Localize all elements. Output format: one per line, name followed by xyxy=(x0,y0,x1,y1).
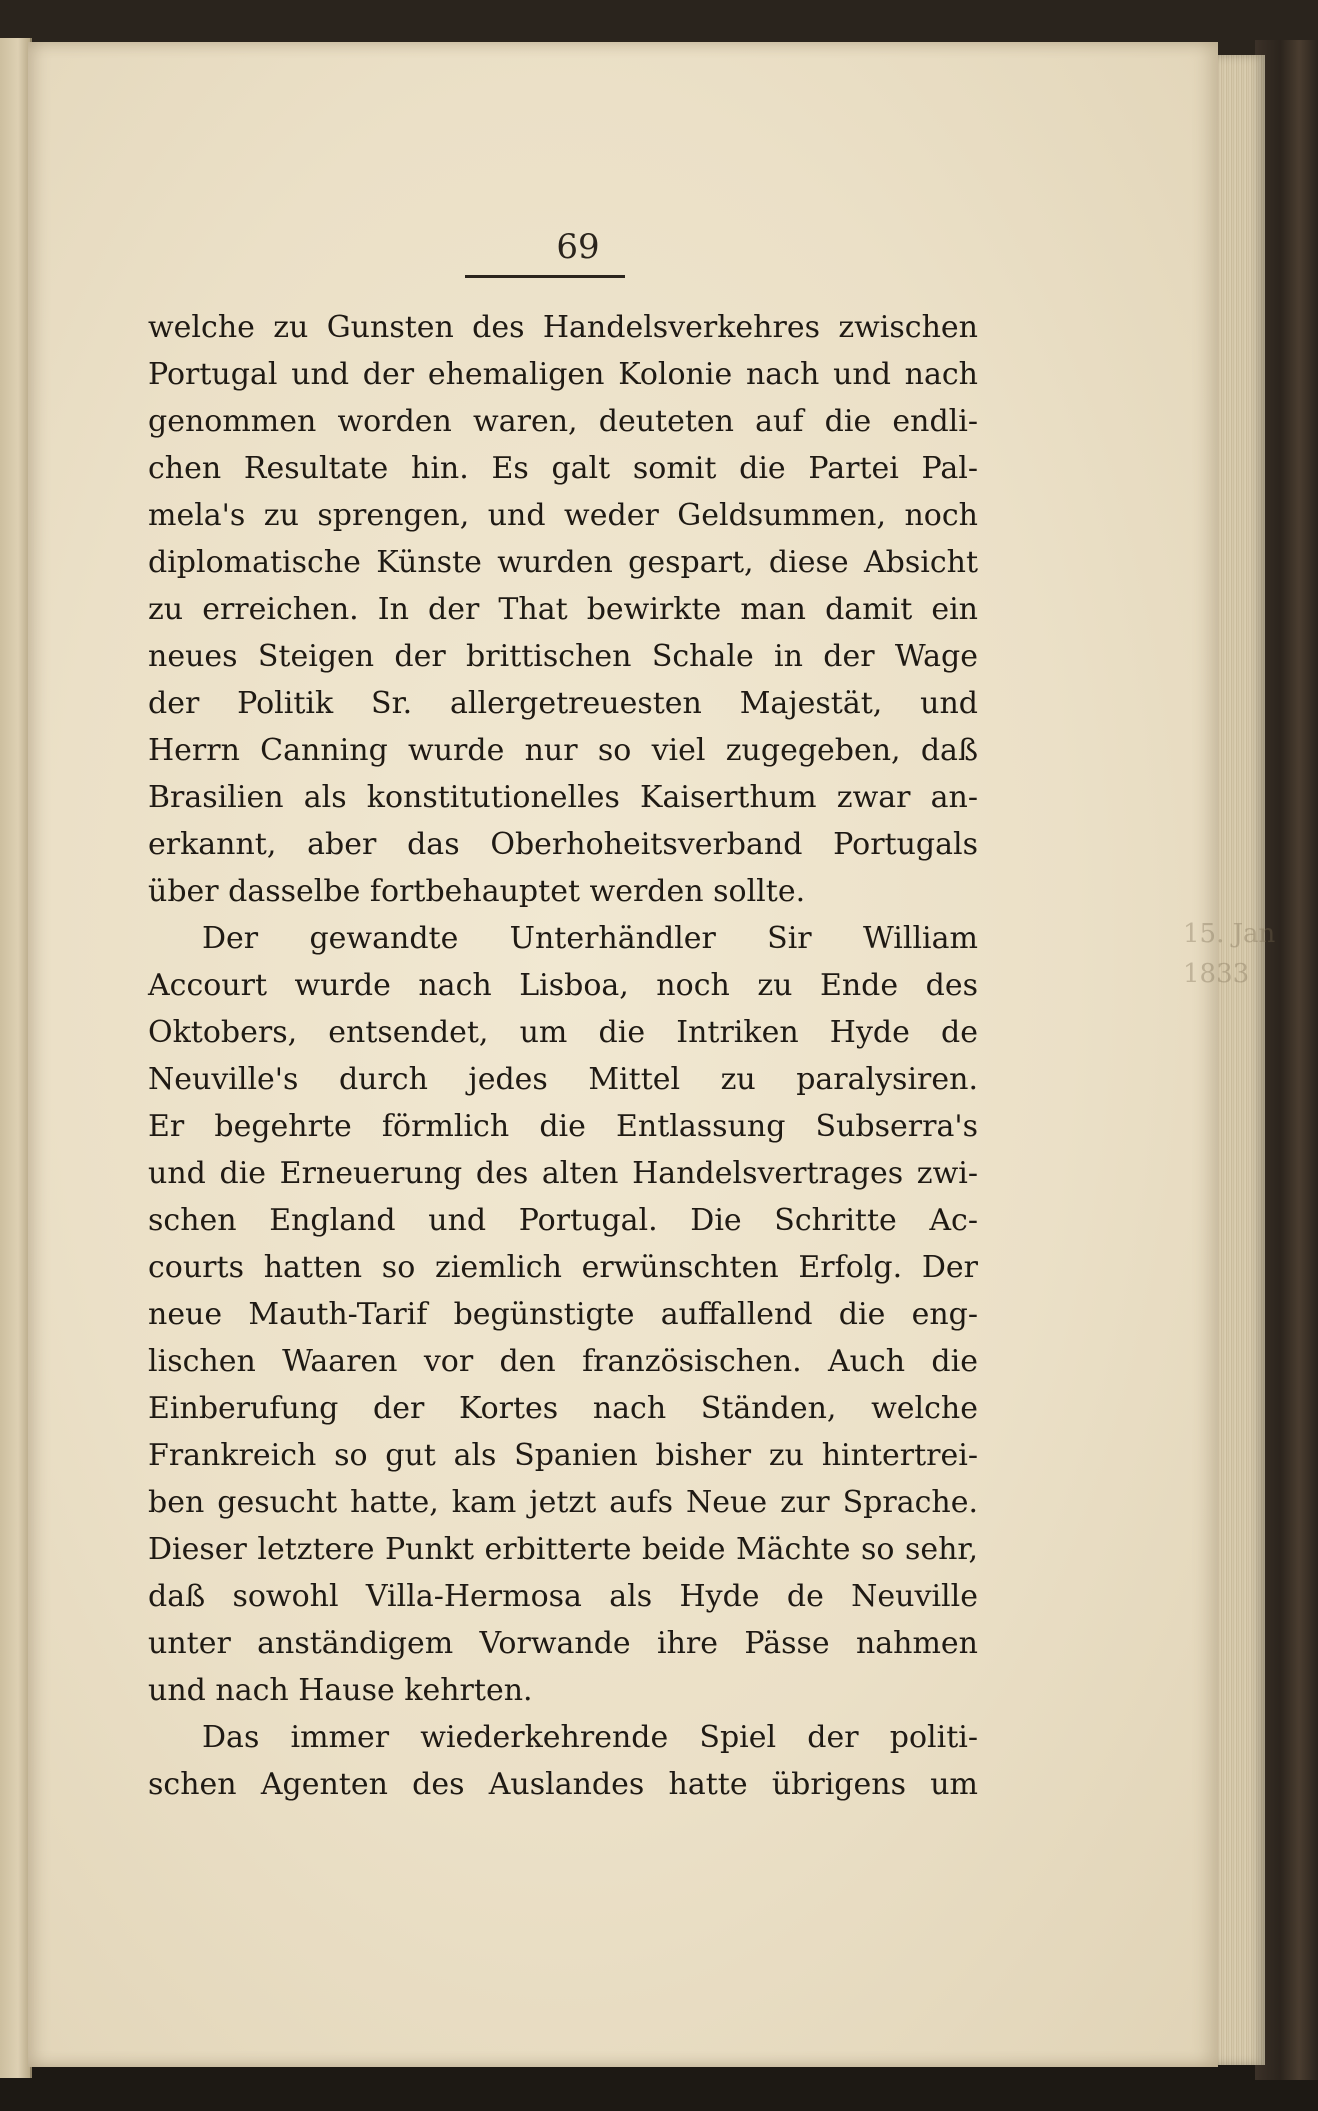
text-line: daß sowohl Villa-Hermosa als Hyde de Neuville xyxy=(148,1579,978,1614)
text-line: Er begehrte förmlich die Entlassung Subserra's xyxy=(148,1109,978,1144)
text-line: neue Mauth-Tarif begünstigte auffallend die eng- xyxy=(148,1297,978,1332)
text-line: welche zu Gunsten des Handelsverkehres zwischen xyxy=(148,310,978,345)
text-line: und nach Hause kehrten. xyxy=(148,1673,533,1708)
body-text xyxy=(148,304,978,1808)
page-stack-edge xyxy=(1215,55,1265,2065)
text-line: mela's zu sprengen, und weder Geldsummen, noch xyxy=(148,498,978,533)
text-line: zu erreichen. In der That bewirkte man damit ein xyxy=(148,592,978,627)
text-line: courts hatten so ziemlich erwünschten Erfolg. Der xyxy=(148,1250,978,1285)
text-line: Das immer wiederkehrende Spiel der politi- xyxy=(202,1720,978,1755)
text-line: Oktobers, entsendet, um die Intriken Hyde de xyxy=(148,1015,978,1050)
text-line: chen Resultate hin. Es galt somit die Partei Pal- xyxy=(148,451,978,486)
text-line: Der gewandte Unterhändler Sir William xyxy=(202,921,978,956)
text-line: Einberufung der Kortes nach Ständen, welche xyxy=(148,1391,978,1426)
bleed-through-line: 15. Jan xyxy=(1183,919,1276,949)
bleed-through-text xyxy=(1183,914,1275,994)
text-line: Neuville's durch jedes Mittel zu paralysiren. xyxy=(148,1062,978,1097)
text-line: schen England und Portugal. Die Schritte Ac- xyxy=(148,1203,978,1238)
text-line: Brasilien als konstitutionelles Kaiserthum zwar an- xyxy=(148,780,978,815)
text-line: Dieser letztere Punkt erbitterte beide Mächte so sehr, xyxy=(148,1532,978,1567)
text-line: Accourt wurde nach Lisboa, noch zu Ende des xyxy=(148,968,978,1003)
text-line: schen Agenten des Auslandes hatte übrigens um xyxy=(148,1767,978,1802)
text-line: lischen Waaren vor den französischen. Auch die xyxy=(148,1344,978,1379)
text-line: ben gesucht hatte, kam jetzt aufs Neue zur Sprache. xyxy=(148,1485,978,1520)
text-line: diplomatische Künste wurden gespart, diese Absicht xyxy=(148,545,978,580)
text-line: Frankreich so gut als Spanien bisher zu hintertrei- xyxy=(148,1438,978,1473)
page-number: 69 xyxy=(556,227,600,267)
text-line: und die Erneuerung des alten Handelsvertrages zwi- xyxy=(148,1156,978,1191)
text-line: neues Steigen der brittischen Schale in der Wage xyxy=(148,639,978,674)
text-line: der Politik Sr. allergetreuesten Majestät, und xyxy=(148,686,978,721)
page-surface xyxy=(28,42,1276,2067)
text-line: unter anständigem Vorwande ihre Pässe nahmen xyxy=(148,1626,978,1661)
bleed-through-line: 1833 xyxy=(1183,959,1250,989)
text-line: Herrn Canning wurde nur so viel zugegeben, daß xyxy=(148,733,978,768)
text-line: Portugal und der ehemaligen Kolonie nach und nach xyxy=(148,357,978,392)
text-line: erkannt, aber das Oberhoheitsverband Portugals xyxy=(148,827,978,862)
header-rule xyxy=(465,275,625,278)
text-line: über dasselbe fortbehauptet werden sollte. xyxy=(148,874,806,909)
text-line: genommen worden waren, deuteten auf die endli- xyxy=(148,404,978,439)
